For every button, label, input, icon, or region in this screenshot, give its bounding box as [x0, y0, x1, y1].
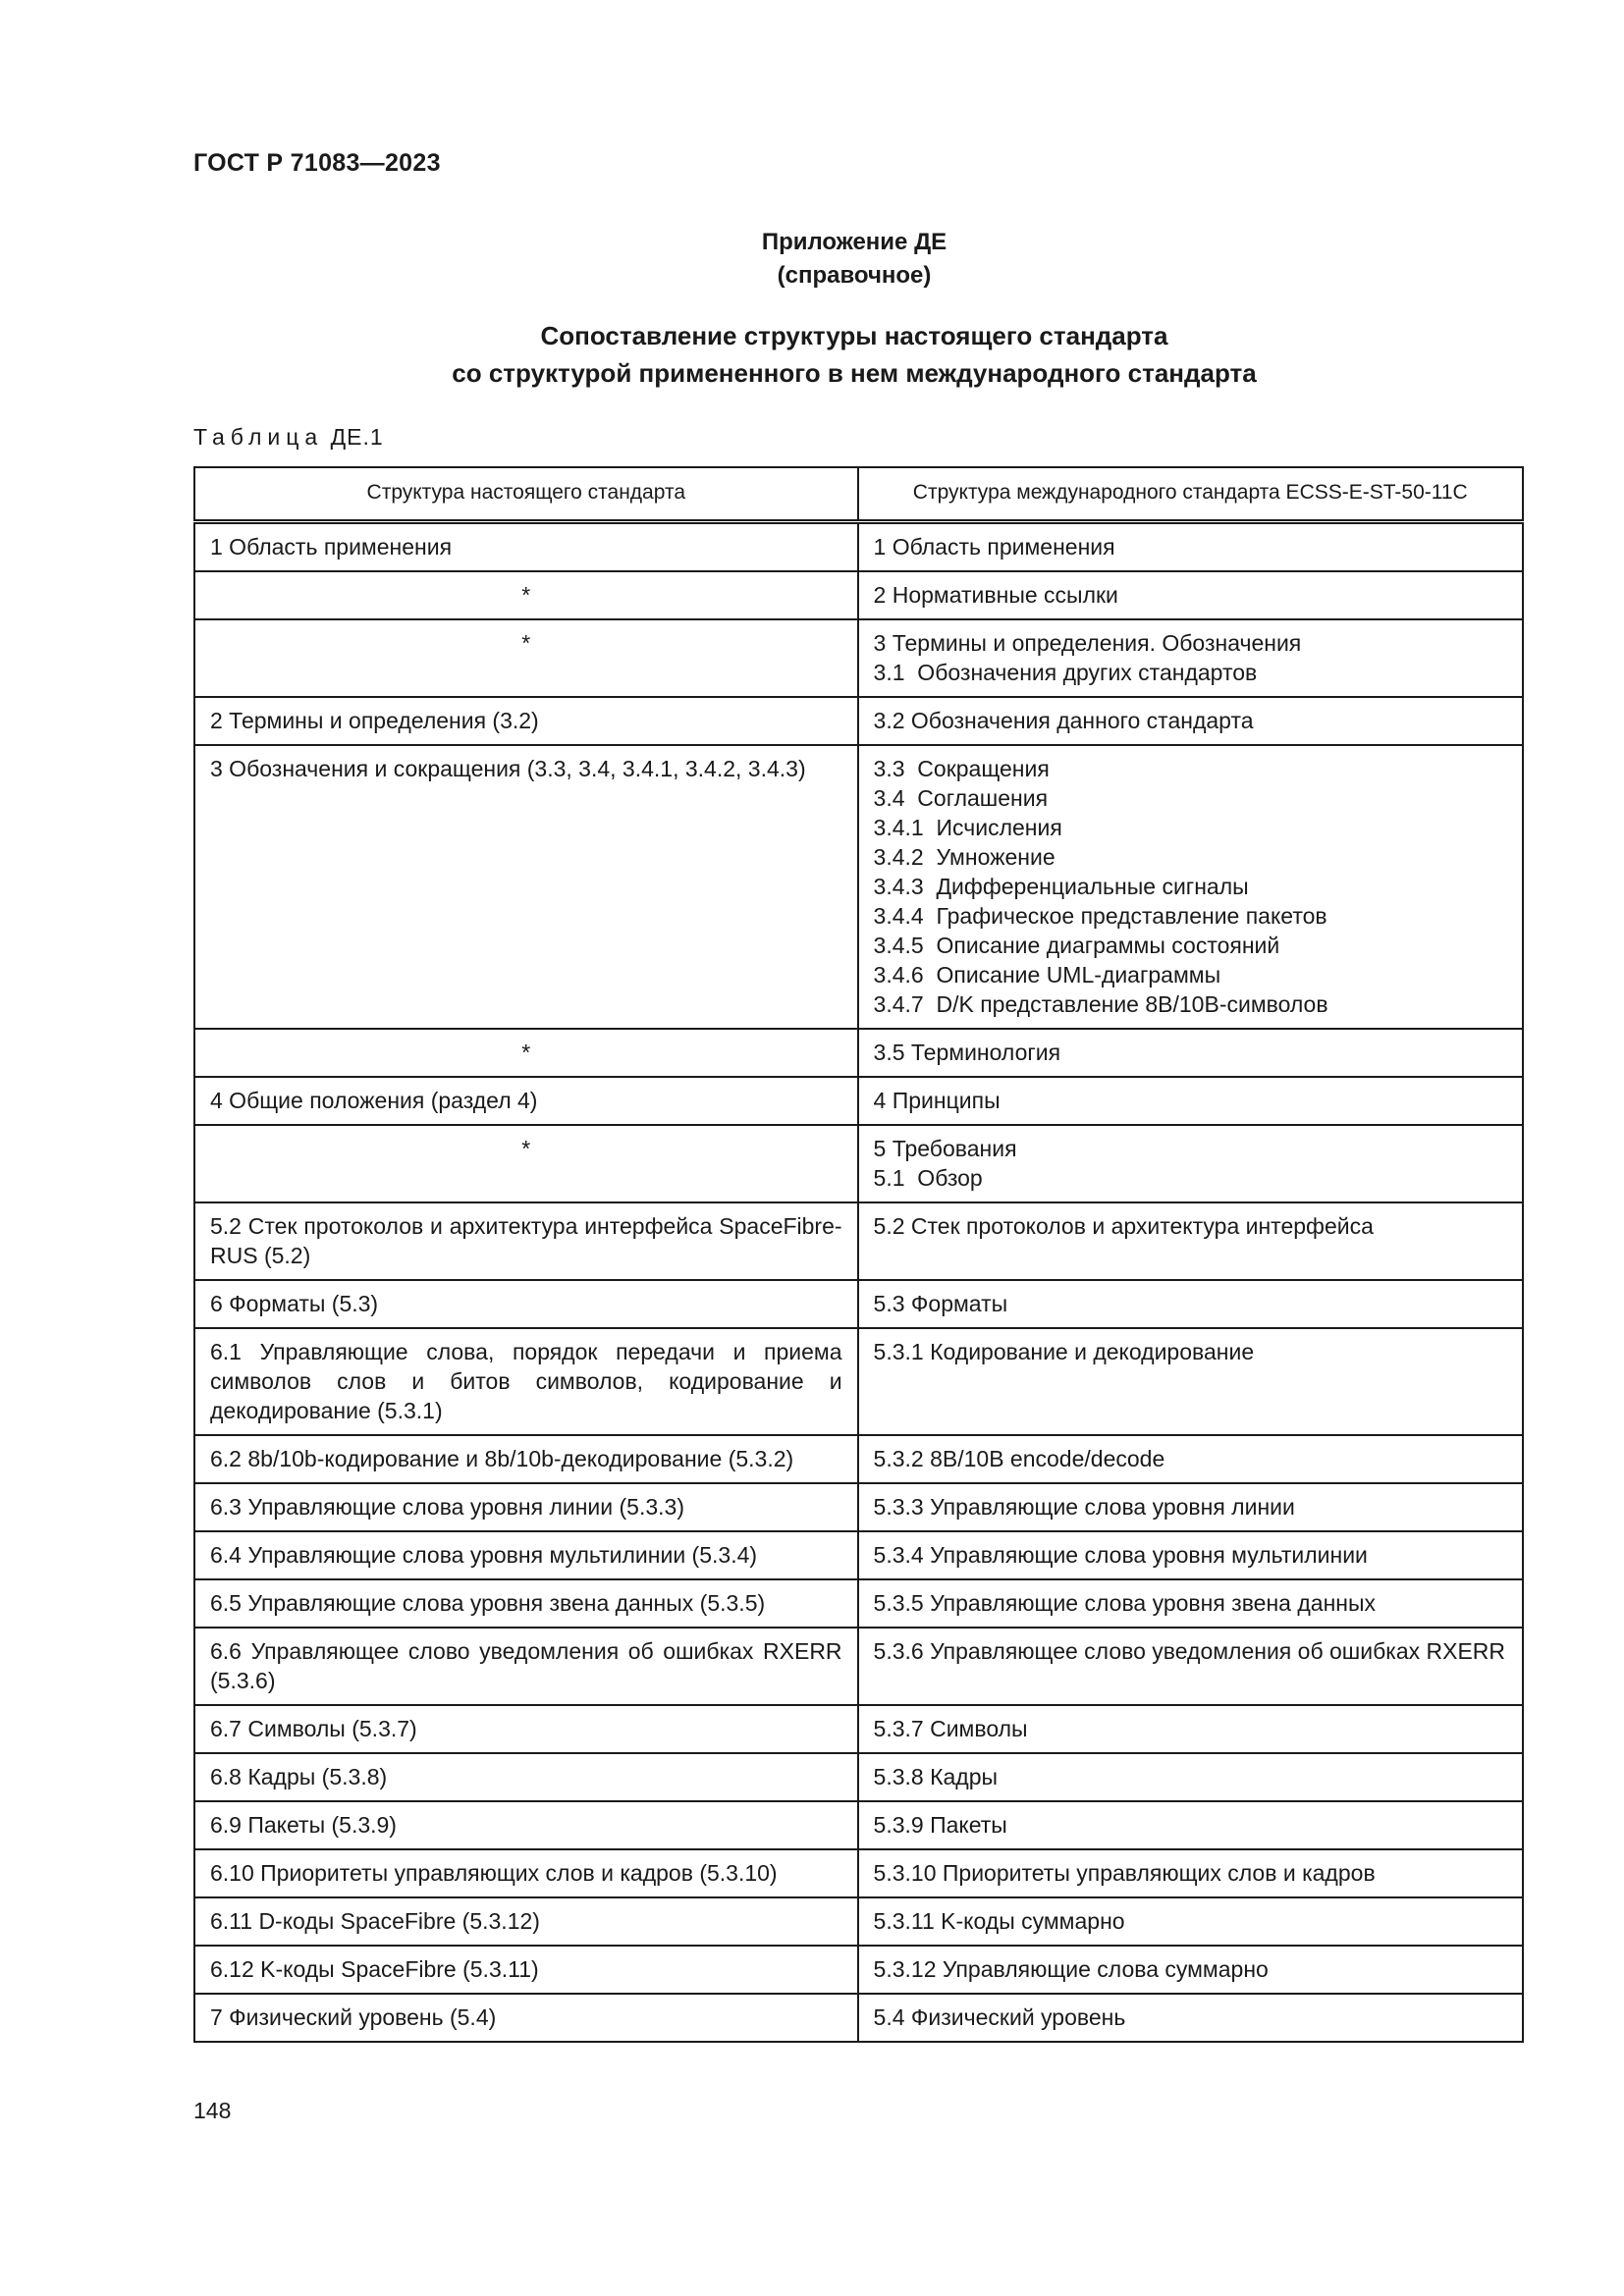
cell-international-sections	[858, 1849, 1523, 1897]
cell-international-sections	[858, 1994, 1523, 2042]
cell-national-section: 2 Термины и определения (3.2)	[194, 697, 858, 745]
section-line: 3.4.1 Исчисления	[873, 815, 1062, 840]
cell-national-section: 6.7 Символы (5.3.7)	[194, 1705, 858, 1753]
table-row	[194, 571, 1523, 619]
table-caption-number: ДЕ.1	[330, 424, 384, 450]
cell-national-section: *	[194, 619, 858, 697]
section-line: 3.3 Сокращения	[873, 756, 1050, 781]
table-row	[194, 1029, 1523, 1077]
structure-mapping-table	[193, 466, 1524, 2043]
table-row	[194, 1328, 1523, 1435]
cell-international-sections	[858, 1753, 1523, 1801]
annex-type: (справочное)	[777, 262, 932, 289]
cell-international-sections	[858, 619, 1523, 697]
section-line: 5.3.12 Управляющие слова суммарно	[873, 1956, 1269, 1982]
section-line: 3.4.5 Описание диаграммы состояний	[873, 933, 1280, 958]
table-row	[194, 1531, 1523, 1579]
table-row	[194, 1801, 1523, 1849]
cell-national-section: 6.3 Управляющие слова уровня линии (5.3.3)	[194, 1483, 858, 1531]
annex-title	[0, 317, 1624, 392]
section-line: 3.4 Соглашения	[873, 785, 1049, 811]
cell-international-sections	[858, 1801, 1523, 1849]
cell-national-section: 6.8 Кадры (5.3.8)	[194, 1753, 858, 1801]
section-line: 3.4.4 Графическое представление пакетов	[873, 903, 1327, 929]
section-line: 5.3.2 8B/10B encode/decode	[873, 1446, 1165, 1471]
annex-title-line-1: Сопоставление структуры настоящего стандарта	[540, 321, 1168, 350]
section-line: 5.3.8 Кадры	[873, 1764, 999, 1789]
section-line: 5.3.7 Символы	[873, 1716, 1028, 1741]
table-row	[194, 1280, 1523, 1328]
cell-international-sections	[858, 1946, 1523, 1994]
cell-international-sections	[858, 571, 1523, 619]
table-row	[194, 1077, 1523, 1125]
cell-international-sections	[858, 1705, 1523, 1753]
table-row	[194, 745, 1523, 1029]
header-national-structure: Структура настоящего стандарта	[194, 467, 858, 522]
document-code: ГОСТ Р 71083—2023	[193, 149, 441, 177]
cell-national-section: 6.1 Управляющие слова, порядок передачи и приема символов слов и битов символов, кодирование и декодирование (5.3.1)	[194, 1328, 858, 1435]
cell-international-sections	[858, 1328, 1523, 1435]
table-row	[194, 522, 1523, 572]
table-row	[194, 1705, 1523, 1753]
section-line: 5.3.5 Управляющие слова уровня звена данных	[873, 1590, 1377, 1616]
cell-international-sections	[858, 697, 1523, 745]
section-line: 5.3.1 Кодирование и декодирование	[873, 1339, 1255, 1364]
cell-international-sections	[858, 1628, 1523, 1705]
cell-national-section: 6.9 Пакеты (5.3.9)	[194, 1801, 858, 1849]
section-line: 3 Термины и определения. Обозначения	[873, 630, 1302, 656]
annex-heading	[0, 226, 1624, 293]
section-line: 3.4.6 Описание UML-диаграммы	[873, 962, 1221, 988]
table-row	[194, 1125, 1523, 1202]
table-caption-word: Таблица	[193, 424, 324, 450]
cell-international-sections	[858, 1202, 1523, 1280]
table-row	[194, 1483, 1523, 1531]
section-line: 3.2 Обозначения данного стандарта	[873, 708, 1254, 733]
section-line: 5.3.4 Управляющие слова уровня мультилинии	[873, 1542, 1368, 1568]
section-line: 3.5 Терминология	[873, 1040, 1061, 1065]
section-line: 5.1 Обзор	[873, 1165, 983, 1191]
section-line: 5.3.3 Управляющие слова уровня линии	[873, 1494, 1295, 1520]
table-row	[194, 1753, 1523, 1801]
cell-international-sections	[858, 1897, 1523, 1946]
cell-national-section: 6 Форматы (5.3)	[194, 1280, 858, 1328]
cell-international-sections	[858, 1077, 1523, 1125]
cell-national-section: 5.2 Стек протоколов и архитектура интерфейса SpaceFibre-RUS (5.2)	[194, 1202, 858, 1280]
section-line: 5 Требования	[873, 1136, 1017, 1161]
cell-national-section: 6.2 8b/10b-кодирование и 8b/10b-декодирование (5.3.2)	[194, 1435, 858, 1483]
table-body	[194, 522, 1523, 2043]
cell-international-sections	[858, 1280, 1523, 1328]
section-line: 5.3 Форматы	[873, 1291, 1008, 1316]
cell-international-sections	[858, 1579, 1523, 1628]
annex-label: Приложение ДЕ	[761, 229, 947, 255]
cell-international-sections	[858, 1125, 1523, 1202]
section-line: 5.3.11 K-коды суммарно	[873, 1908, 1125, 1934]
table-row	[194, 697, 1523, 745]
section-line: 3.1 Обозначения других стандартов	[873, 660, 1258, 685]
cell-international-sections	[858, 1029, 1523, 1077]
section-line: 3.4.7 D/K представление 8B/10B-символов	[873, 991, 1328, 1017]
table-row	[194, 1946, 1523, 1994]
section-line: 3.4.3 Дифференциальные сигналы	[873, 874, 1249, 899]
cell-national-section: *	[194, 1125, 858, 1202]
section-line: 5.4 Физический уровень	[873, 2004, 1126, 2030]
table-row	[194, 1435, 1523, 1483]
cell-international-sections	[858, 1435, 1523, 1483]
cell-national-section: *	[194, 571, 858, 619]
cell-national-section: 6.6 Управляющее слово уведомления об ошибках RXERR (5.3.6)	[194, 1628, 858, 1705]
table-row	[194, 1202, 1523, 1280]
cell-national-section: 6.4 Управляющие слова уровня мультилинии (5.3.4)	[194, 1531, 858, 1579]
section-line: 5.3.6 Управляющее слово уведомления об ошибках RXERR	[873, 1638, 1506, 1664]
section-line: 2 Нормативные ссылки	[873, 582, 1118, 608]
table-row	[194, 1579, 1523, 1628]
cell-national-section: 6.10 Приоритеты управляющих слов и кадров (5.3.10)	[194, 1849, 858, 1897]
cell-national-section: 6.11 D-коды SpaceFibre (5.3.12)	[194, 1897, 858, 1946]
table-header-row	[194, 467, 1523, 522]
cell-international-sections	[858, 522, 1523, 572]
cell-national-section: *	[194, 1029, 858, 1077]
table-row	[194, 1628, 1523, 1705]
section-line: 1 Область применения	[873, 534, 1115, 560]
cell-international-sections	[858, 1483, 1523, 1531]
table-caption	[193, 424, 384, 451]
cell-national-section: 1 Область применения	[194, 522, 858, 572]
section-line: 4 Принципы	[873, 1088, 1001, 1113]
header-international-structure: Структура международного стандарта ECSS-E-ST-50-11C	[858, 467, 1523, 522]
cell-national-section: 6.12 K-коды SpaceFibre (5.3.11)	[194, 1946, 858, 1994]
table-row	[194, 619, 1523, 697]
section-line: 5.2 Стек протоколов и архитектура интерфейса	[873, 1213, 1374, 1239]
cell-international-sections	[858, 745, 1523, 1029]
table-row	[194, 1994, 1523, 2042]
page-number: 148	[193, 2098, 232, 2123]
cell-national-section: 3 Обозначения и сокращения (3.3, 3.4, 3.4.1, 3.4.2, 3.4.3)	[194, 745, 858, 1029]
table-row	[194, 1849, 1523, 1897]
section-line: 5.3.10 Приоритеты управляющих слов и кадров	[873, 1860, 1376, 1886]
cell-national-section: 6.5 Управляющие слова уровня звена данных (5.3.5)	[194, 1579, 858, 1628]
cell-international-sections	[858, 1531, 1523, 1579]
cell-national-section: 4 Общие положения (раздел 4)	[194, 1077, 858, 1125]
section-line: 5.3.9 Пакеты	[873, 1812, 1007, 1838]
section-line: 3.4.2 Умножение	[873, 844, 1056, 870]
annex-title-line-2: со структурой примененного в нем международного стандарта	[452, 358, 1257, 388]
cell-national-section: 7 Физический уровень (5.4)	[194, 1994, 858, 2042]
table-row	[194, 1897, 1523, 1946]
